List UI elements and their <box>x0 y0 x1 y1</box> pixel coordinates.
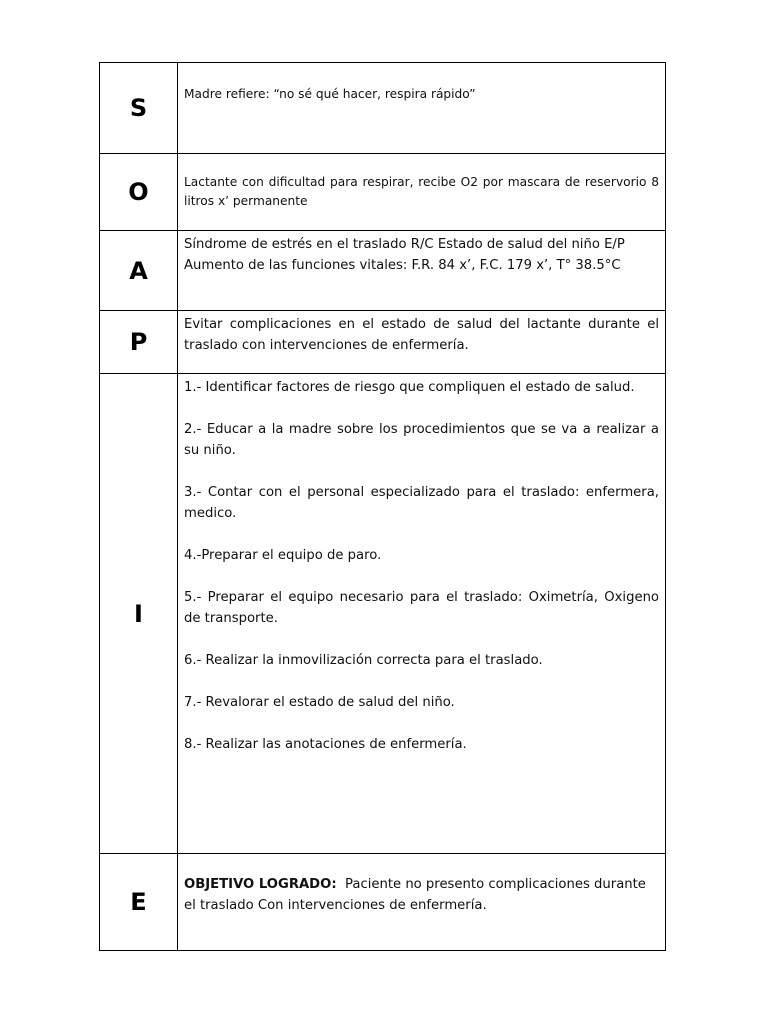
evaluation-label: OBJETIVO LOGRADO: <box>184 877 337 892</box>
assessment-text: Síndrome de estrés en el traslado R/C Estado de salud del niño E/P Aumento de las funciones vitales: F.R. 84 x’, F.C. 179 x’, T° 38.5°C <box>178 231 666 311</box>
soap-row-e <box>100 854 666 951</box>
intervention-list <box>178 374 666 854</box>
intervention-item: 8.- Realizar las anotaciones de enfermería. <box>184 737 467 752</box>
intervention-item: 7.- Revalorar el estado de salud del niño. <box>184 695 455 710</box>
letter-o: O <box>100 154 178 231</box>
soap-row-o <box>100 154 666 231</box>
letter-a: A <box>100 231 178 311</box>
intervention-item: 5.- Preparar el equipo necesario para el traslado: Oximetría, Oxigeno de transporte. <box>184 590 659 626</box>
plan-text: Evitar complicaciones en el estado de salud del lactante durante el traslado con intervenciones de enfermería. <box>178 311 666 374</box>
intervention-item: 3.- Contar con el personal especializado para el traslado: enfermera, medico. <box>184 485 659 521</box>
subjective-text: Madre refiere: “no sé qué hacer, respira rápido” <box>178 63 666 154</box>
soap-row-i <box>100 374 666 854</box>
intervention-item: 6.- Realizar la inmovilización correcta para el traslado. <box>184 653 543 668</box>
objective-text: Lactante con dificultad para respirar, recibe O2 por mascara de reservorio 8 litros x’ permanente <box>178 154 666 231</box>
soap-row-p <box>100 311 666 374</box>
letter-p: P <box>100 311 178 374</box>
soap-row-s <box>100 63 666 154</box>
evaluation-text: Paciente no presento complicaciones durante el traslado Con intervenciones de enfermería. <box>184 877 646 913</box>
intervention-item: 2.- Educar a la madre sobre los procedimientos que se va a realizar a su niño. <box>184 422 659 458</box>
letter-s: S <box>100 63 178 154</box>
soap-row-a <box>100 231 666 311</box>
intervention-item: 4.-Preparar el equipo de paro. <box>184 548 382 563</box>
intervention-item: 1.- Identificar factores de riesgo que compliquen el estado de salud. <box>184 380 635 395</box>
soap-table <box>99 62 666 951</box>
letter-i: I <box>100 374 178 854</box>
letter-e: E <box>100 854 178 951</box>
evaluation-cell <box>178 854 666 951</box>
